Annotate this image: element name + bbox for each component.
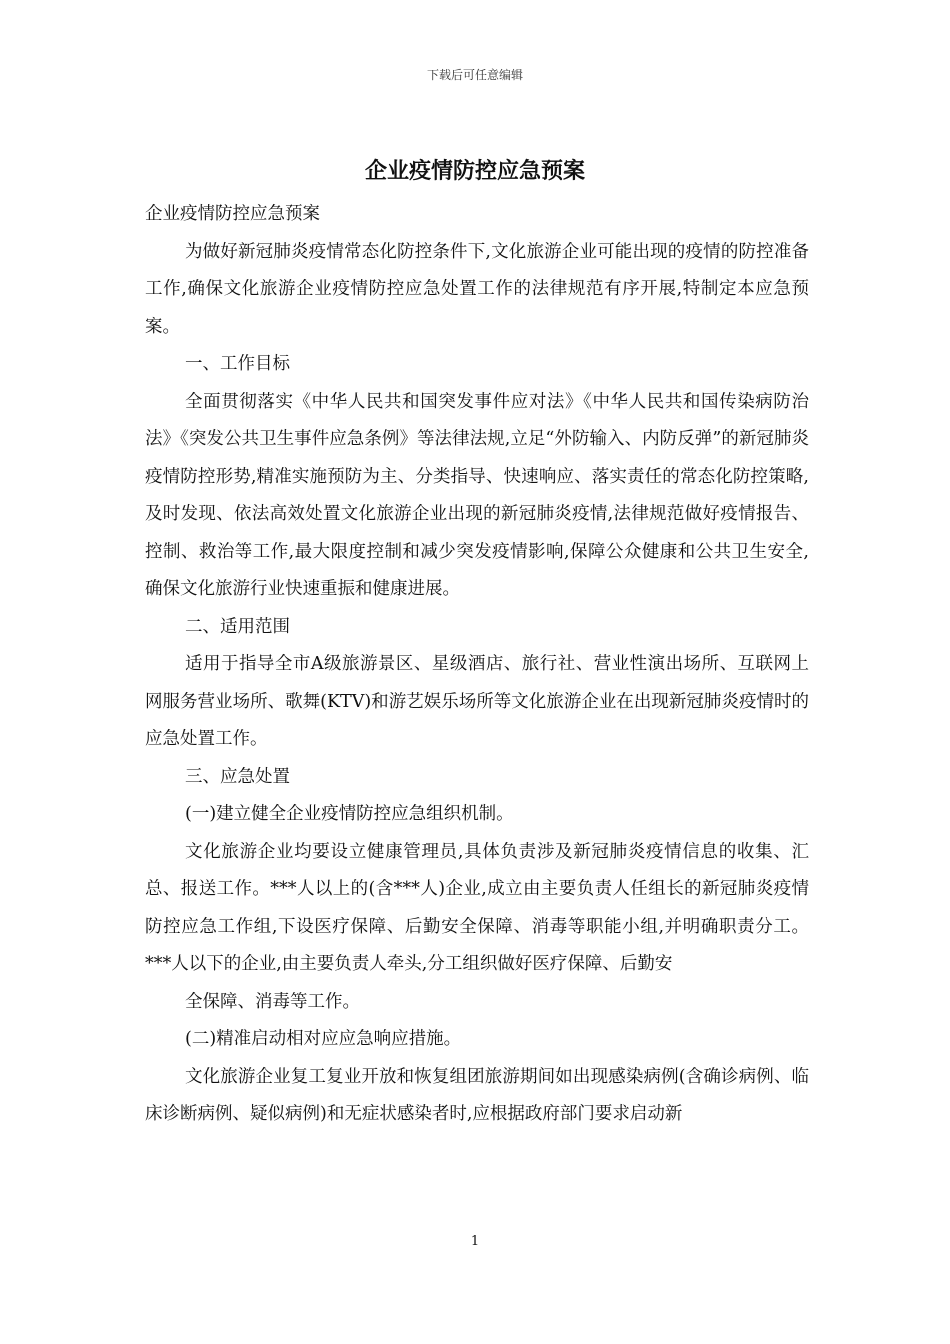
subsection-heading: (二)精准启动相对应应急响应措施。 — [185, 1029, 462, 1049]
page-number: 1 — [470, 1234, 480, 1249]
document-body — [145, 196, 809, 1134]
body-paragraph: 全保障、消毒等工作。 — [185, 991, 360, 1012]
body-paragraph: 为做好新冠肺炎疫情常态化防控条件下,文化旅游企业可能出现的疫情的防控准备工作,确保文化旅游企业疫情防控应急处置工作的法律规范有序开展,特制定本应急预案。 — [145, 241, 809, 337]
header-note: 下载后可任意编辑 — [426, 68, 523, 82]
section-heading: 三、应急处置 — [185, 766, 290, 787]
body-paragraph: 全面贯彻落实《中华人民共和国突发事件应对法》《中华人民共和国传染病防治法》《突发公共卫生事件应急条例》等法律法规,立足“外防输入、内防反弹”的新冠肺炎疫情防控形势,精准实施预防为主、分类指导、快速响应、落实责任的常态化防控策略,及时发现、依法高效处置文化旅游企业出现的新冠肺炎疫情,法律规范做好疫情报告、控制、救治等工作,最大限度控制和减少突发疫情影响,保障公众健康和公共卫生安全,确保文化旅游行业快速重振和健康进展。 — [145, 391, 809, 599]
subsection-heading: (一)建立健全企业疫情防控应急组织机制。 — [185, 804, 514, 824]
document-title: 企业疫情防控应急预案 — [364, 158, 585, 184]
body-paragraph: 适用于指导全市A级旅游景区、星级酒店、旅行社、营业性演出场所、互联网上网服务营业场所、歌舞(KTV)和游艺娱乐场所等文化旅游企业在出现新冠肺炎疫情时的应急处置工作。 — [145, 654, 809, 749]
section-heading: 二、适用范围 — [185, 616, 290, 637]
body-paragraph: 文化旅游企业复工复业开放和恢复组团旅游期间如出现感染病例(含确诊病例、临床诊断病例、疑似病例)和无症状感染者时,应根据政府部门要求启动新 — [145, 1066, 809, 1124]
section-heading: 一、工作目标 — [185, 354, 290, 374]
body-paragraph: 文化旅游企业均要设立健康管理员,具体负责涉及新冠肺炎疫情信息的收集、汇总、报送工作。***人以上的(含***人)企业,成立由主要负责人任组长的新冠肺炎疫情防控应急工作组,下设医疗保障、后勤安全保障、消毒等职能小组,并明确职责分工。***人以下的企业,由主要负责人牵头,分工组织做好医疗保障、后勤安 — [145, 841, 809, 974]
subtitle-paragraph: 企业疫情防控应急预案 — [145, 204, 320, 224]
